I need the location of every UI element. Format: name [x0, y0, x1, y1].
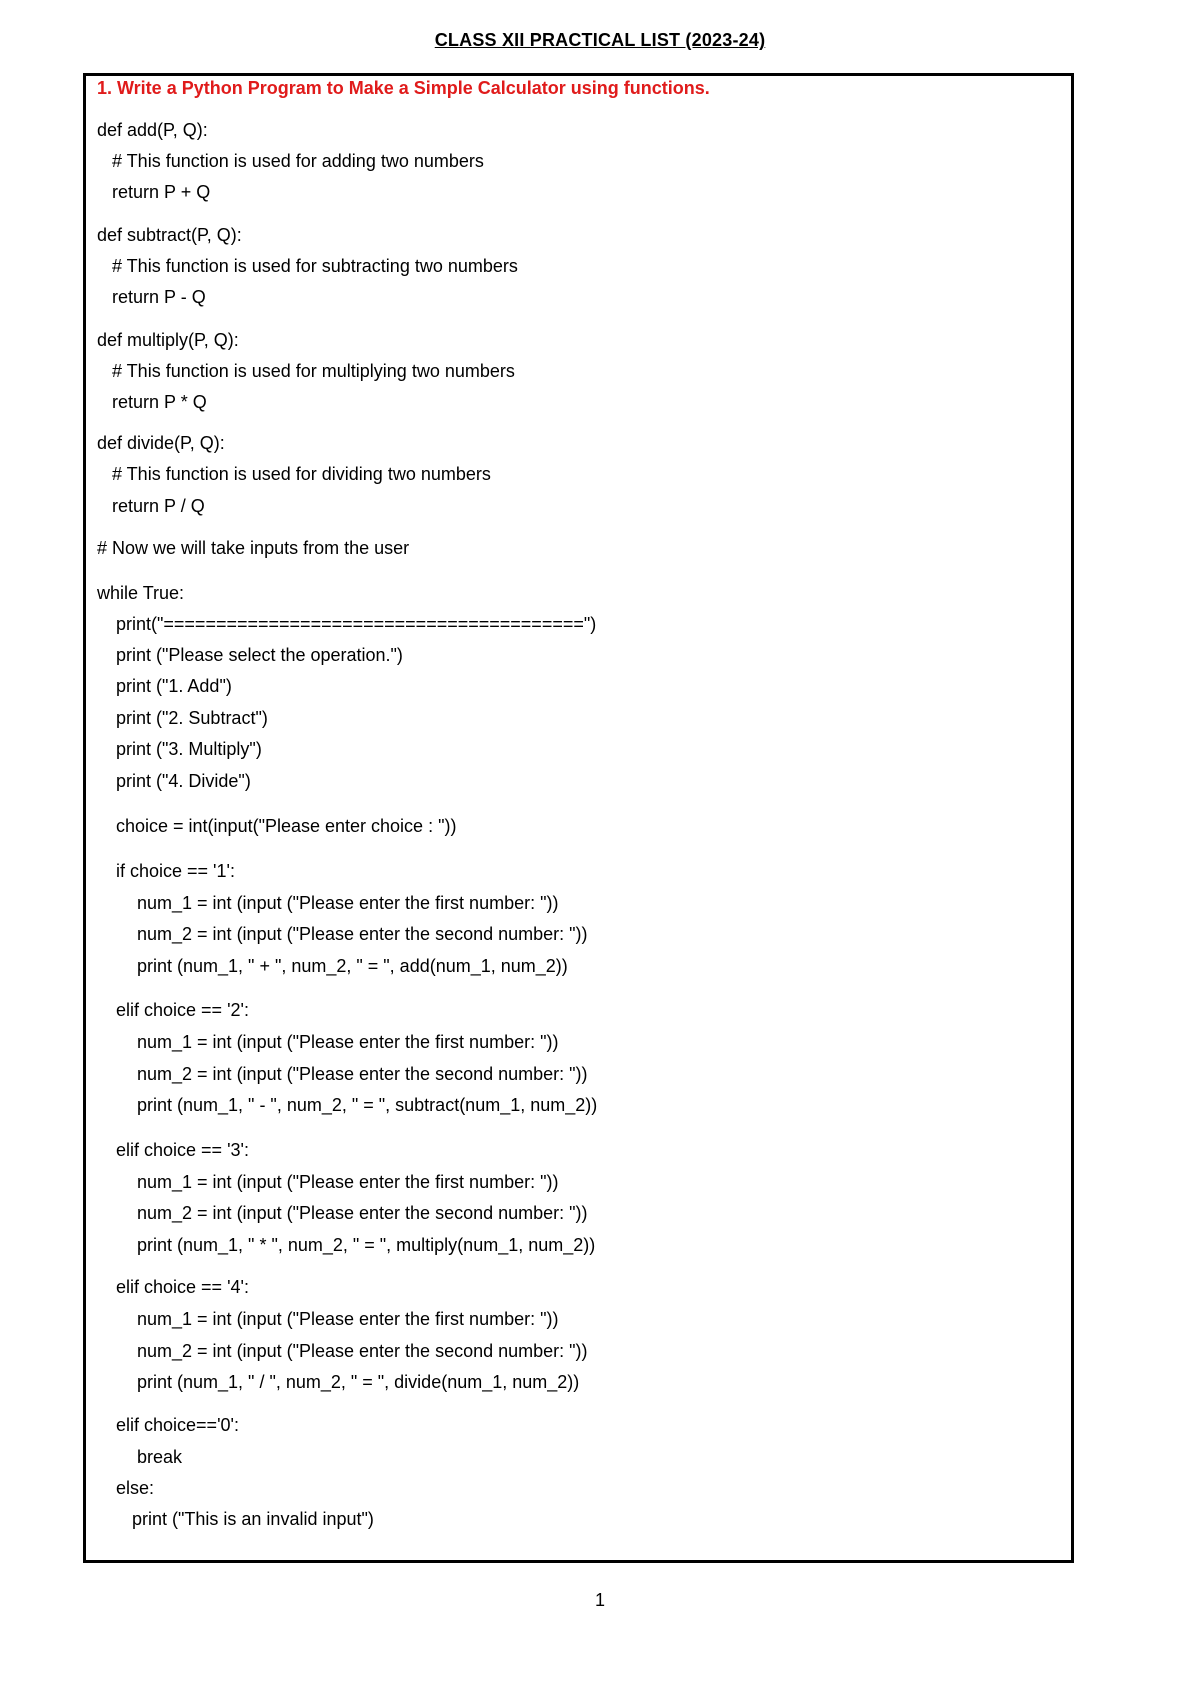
code-line: while True: [97, 583, 185, 603]
code-line: if choice == '1': [116, 861, 235, 881]
code-line: print ("3. Multiply") [116, 739, 262, 759]
code-line: return P - Q [112, 287, 206, 307]
code-line: def subtract(P, Q): [97, 225, 242, 245]
code-line: num_1 = int (input ("Please enter the first number: ")) [137, 1309, 559, 1329]
code-line: num_1 = int (input ("Please enter the first number: ")) [137, 1172, 559, 1192]
code-line: def add(P, Q): [97, 120, 208, 140]
code-line: print (num_1, " - ", num_2, " = ", subtract(num_1, num_2)) [137, 1095, 598, 1115]
code-line: print ("1. Add") [116, 676, 232, 696]
practical-box [83, 73, 1074, 1563]
code-line: num_1 = int (input ("Please enter the first number: ")) [137, 1032, 559, 1052]
code-line: elif choice == '4': [116, 1277, 249, 1297]
code-line: return P * Q [112, 392, 207, 412]
code-line: print (num_1, " / ", num_2, " = ", divide(num_1, num_2)) [137, 1372, 580, 1392]
page-number: 1 [594, 1590, 605, 1610]
code-line: print("========================================") [116, 614, 597, 634]
code-line: # This function is used for subtracting two numbers [112, 256, 518, 276]
code-line: num_2 = int (input ("Please enter the second number: ")) [137, 1064, 588, 1084]
code-line: return P + Q [112, 182, 211, 202]
code-line: # This function is used for adding two numbers [112, 151, 484, 171]
code-line: print (num_1, " + ", num_2, " = ", add(num_1, num_2)) [137, 956, 568, 976]
code-line: return P / Q [112, 496, 205, 516]
code-line: elif choice=='0': [116, 1415, 239, 1435]
code-line: num_2 = int (input ("Please enter the second number: ")) [137, 1341, 588, 1361]
code-line: print ("This is an invalid input") [132, 1509, 374, 1529]
code-line: num_1 = int (input ("Please enter the first number: ")) [137, 893, 559, 913]
code-line: print ("4. Divide") [116, 771, 251, 791]
question-title: 1. Write a Python Program to Make a Simple Calculator using functions. [97, 78, 710, 98]
code-line: def multiply(P, Q): [97, 330, 239, 350]
code-line: num_2 = int (input ("Please enter the second number: ")) [137, 1203, 588, 1223]
code-line: # This function is used for multiplying two numbers [112, 361, 515, 381]
code-line: elif choice == '2': [116, 1000, 249, 1020]
code-line: print ("2. Subtract") [116, 708, 268, 728]
code-line: # This function is used for dividing two numbers [112, 464, 491, 484]
code-line: choice = int(input("Please enter choice : ")) [116, 816, 457, 836]
code-line: num_2 = int (input ("Please enter the second number: ")) [137, 924, 588, 944]
code-line: else: [116, 1478, 155, 1498]
code-line: elif choice == '3': [116, 1140, 249, 1160]
code-line: break [137, 1447, 183, 1467]
code-line: print ("Please select the operation.") [116, 645, 403, 665]
code-line: # Now we will take inputs from the user [97, 538, 410, 558]
code-line: def divide(P, Q): [97, 433, 225, 453]
page-title: CLASS XII PRACTICAL LIST (2023-24) [434, 30, 766, 50]
code-line: print (num_1, " * ", num_2, " = ", multiply(num_1, num_2)) [137, 1235, 596, 1255]
